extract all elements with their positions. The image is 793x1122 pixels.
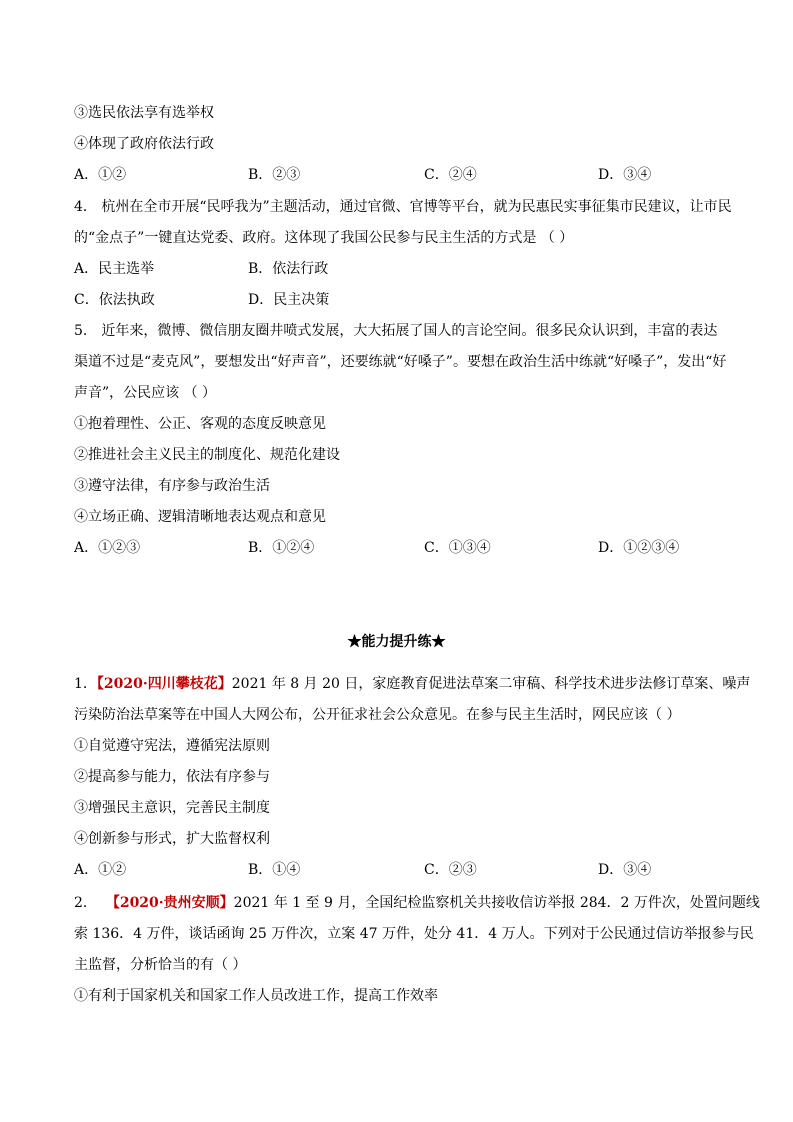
s1-source-tag: 【2020·四川攀枝花】: [96, 676, 232, 692]
q5-stem-line-2: 渠道不过是“麦克风”，要想发出“好声音”，还要练就“好嗓子”。要想在政治生活中练就“好嗓子”，发出“好: [74, 354, 727, 370]
q5-option-d: D．①②③④: [598, 540, 680, 556]
q4-option-d: D．民主决策: [248, 292, 330, 308]
s1-option-b: B．①④: [248, 862, 301, 878]
s1-option-d: D．③④: [598, 862, 652, 878]
s2-number: 2．: [74, 895, 97, 911]
s1-stem-line-1: [74, 674, 750, 694]
q4-option-c: C．依法执政: [74, 292, 155, 308]
q5-item-3: ③遵守法律，有序参与政治生活: [74, 478, 270, 494]
q5-option-c: C．①③④: [424, 540, 491, 556]
s2-stem-line-3: 主监督，分析恰当的有（ ）: [74, 957, 247, 973]
s2-item-1: ①有利于国家机关和国家工作人员改进工作，提高工作效率: [74, 988, 438, 1004]
s1-option-a: A．①②: [74, 862, 127, 878]
s2-source-tag: 【2020·贵州安顺】: [105, 895, 234, 911]
q4-stem-line-2: 的“金点子”一键直达党委、政府。这体现了我国公民参与民主生活的方式是 （ ）: [74, 230, 574, 246]
prev-item-3: ③选民依法享有选举权: [74, 105, 214, 121]
q5-stem-line-1: 5． 近年来，微博、微信朋友圈井喷式发展，大大拓展了国人的言论空间。很多民众认识到，丰富的表达: [74, 323, 718, 339]
q5-option-b: B．①②④: [248, 540, 315, 556]
q5-item-1: ①抱着理性、公正、客观的态度反映意见: [74, 416, 326, 432]
s1-number: 1．: [74, 676, 97, 692]
q5-stem-line-3: 声音”，公民应该 （ ）: [74, 385, 217, 401]
s1-stem-line-2: 污染防治法草案等在中国人大网公布，公开征求社会公众意见。在参与民主生活时，网民应该（ ）: [74, 707, 681, 723]
q4-stem-line-1: 4． 杭州在全市开展“民呼我为”主题活动，通过官微、官博等平台，就为民惠民实事征集市民建议，让市民: [74, 199, 732, 215]
s1-item-2: ②提高参与能力，依法有序参与: [74, 769, 270, 785]
q5-item-4: ④立场正确、逻辑清晰地表达观点和意见: [74, 509, 326, 525]
s1-item-3: ③增强民主意识，完善民主制度: [74, 800, 270, 816]
q5-option-a: A．①②③: [74, 540, 141, 556]
prev-item-4: ④体现了政府依法行政: [74, 136, 214, 152]
s1-stem-text: 2021 年 8 月 20 日，家庭教育促进法草案二审稿、科学技术进步法修订草案、噪声: [231, 676, 751, 692]
prev-option-b: B．②③: [248, 167, 301, 183]
prev-option-c: C．②④: [424, 167, 477, 183]
prev-option-a: A．①②: [74, 167, 127, 183]
q5-item-2: ②推进社会主义民主的制度化、规范化建设: [74, 447, 340, 463]
s2-stem-line-1: [74, 893, 760, 913]
s2-stem-line-2: 索 136．4 万件，谈话函询 25 万件次，立案 47 万件，处分 41．4 万人。下列对于公民通过信访举报参与民: [74, 926, 754, 942]
s2-stem-text: 2021 年 1 至 9 月，全国纪检监察机关共接收信访举报 284．2 万件次，处置问题线: [233, 895, 760, 911]
s1-option-c: C．②③: [424, 862, 477, 878]
section-title: ★能力提升练★: [347, 634, 446, 650]
s1-item-1: ①自觉遵守宪法，遵循宪法原则: [74, 738, 270, 754]
q4-option-b: B．依法行政: [248, 261, 329, 277]
q4-option-a: A．民主选举: [74, 261, 155, 277]
prev-option-d: D．③④: [598, 167, 652, 183]
s1-item-4: ④创新参与形式，扩大监督权利: [74, 831, 270, 847]
